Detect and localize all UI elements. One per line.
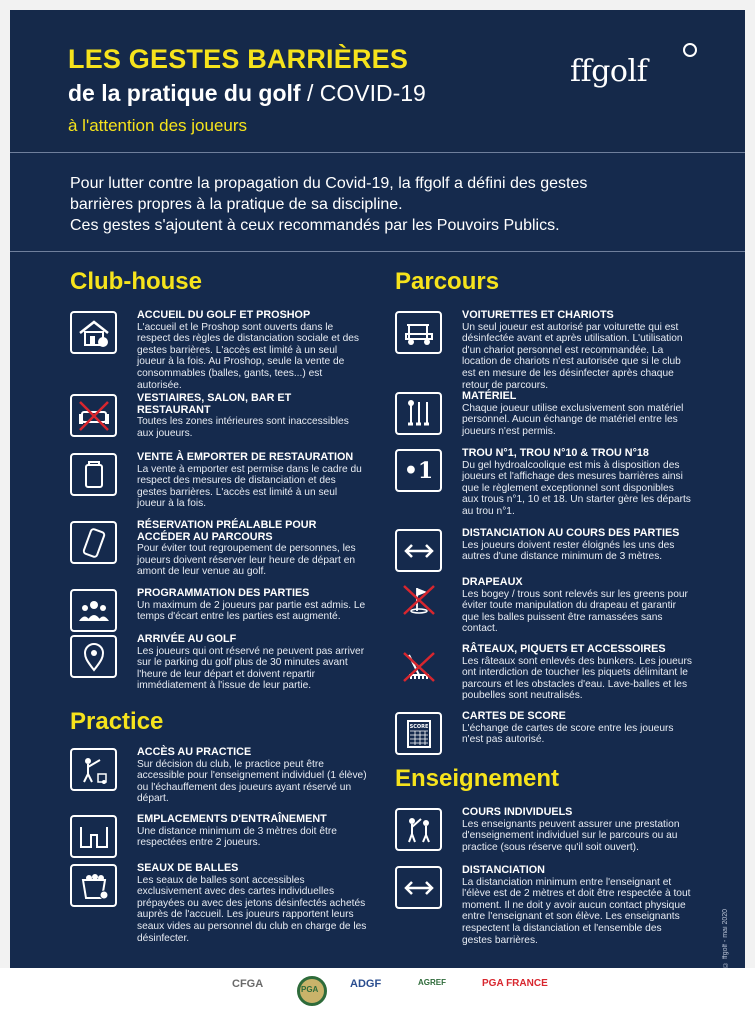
section-clubhouse: Club-house	[70, 268, 202, 295]
footer-logo-cfga: CFGA	[232, 978, 264, 990]
item-text: Toutes les zones intérieures sont inaccessibles aux joueurs.	[137, 416, 349, 439]
golf-clubs-icon	[395, 392, 442, 435]
footer-logo-adgf: ADGF	[350, 978, 382, 990]
item-title: CARTES DE SCORE	[462, 710, 566, 722]
audience-line: à l'attention des joueurs	[68, 116, 248, 135]
score-card-label: SCORE	[409, 723, 428, 730]
hole-number-icon: •1	[395, 449, 442, 492]
item-text: Les joueurs qui ont réservé ne peuvent pas arriver sur le parking du golf plus de 30 minutes avant l'heure de leur départ et doivent repartir immédiatement à l'issue de leur partie.	[137, 645, 365, 692]
group-people-icon	[70, 589, 117, 632]
ffgolf-logo: ffgolf	[570, 54, 648, 89]
intro-line-1: Pour lutter contre la propagation du Covid-19, la ffgolf a défini des gestes	[70, 175, 588, 192]
smartphone-icon	[70, 521, 117, 564]
item-text: La vente à emporter est permise dans le cadre du respect des mesures de distanciation et des gestes barrières. L'accès est limité à un seul joueur à la fois.	[137, 463, 362, 510]
subtitle-bold: de la pratique du golf	[68, 80, 301, 106]
item-title: RÂTEAUX, PIQUETS ET ACCESSOIRES	[462, 643, 666, 655]
double-arrow-icon	[395, 529, 442, 572]
golf-cart-icon	[395, 311, 442, 354]
item-title: RÉSERVATION PRÉALABLE POUR ACCÉDER AU PARCOURS	[137, 519, 317, 543]
item-title: DRAPEAUX	[462, 576, 523, 588]
item-text: Du gel hydroalcoolique est mis à disposition des joueurs et l'affichage des mesures barrières ainsi que le règlement exceptionnel sont disponibles aux trous n°1, 10 et 18. Un starter gère les départs au trou n°1.	[462, 459, 691, 517]
takeaway-bag-icon	[70, 453, 117, 496]
item-title: MATÉRIEL	[462, 390, 517, 402]
practice-bays-icon	[70, 815, 117, 858]
item-text: L'accueil et le Proshop sont ouverts dans le respect des règles de distanciation sociale et des gestes barrières. L'accès est limité à un seul joueur à la fois. Au Proshop, seule la vente de consommables (balles, gants, tees...) est autorisée.	[137, 321, 359, 391]
golfer-practice-icon	[70, 748, 117, 791]
item-text: Les enseignants peuvent assurer une prestation d'enseignement individuel sur le parcours ou au practice (sous réserve qu'il soit ouvert).	[462, 818, 680, 853]
rake-forbidden-icon	[395, 645, 442, 688]
intro-line-2: barrières propres à la pratique de sa discipline.	[70, 196, 403, 213]
double-arrow-icon	[395, 866, 442, 909]
intro-text	[70, 173, 710, 236]
footer-partners	[0, 968, 755, 1024]
footer-logo-agref: AGREF	[418, 978, 446, 987]
footer-logo-pga: PGA	[301, 985, 319, 994]
item-text: Un seul joueur est autorisé par voiturette qui est désinfectée avant et après utilisation. L'utilisation d'un chariot personnel est recommandée. La location de chariots n'est autorisée que si le club est en mesure de les désinfecter après chaque retour de parcours.	[462, 321, 683, 391]
item-text: Les bogey / trous sont relevés sur les greens pour éviter toute manipulation du drapeau et garantir que les balles puissent être ramassées sans contact.	[462, 588, 688, 635]
copyright-credit: © ffgolf - mai 2020	[722, 908, 729, 968]
subtitle	[68, 80, 426, 107]
ffgolf-logo-mark-icon	[683, 43, 697, 57]
section-enseignement: Enseignement	[395, 765, 560, 792]
item-text: L'échange de cartes de score entre les joueurs n'est pas autorisé.	[462, 722, 674, 746]
flag-forbidden-icon	[395, 578, 442, 621]
item-title: PROGRAMMATION DES PARTIES	[137, 587, 310, 599]
item-text: Les râteaux sont enlevés des bunkers. Les joueurs ont interdiction de toucher les piquets délimitant le parcours et les obstacles d'eau. Lave-balles et les poubelles sont neutralisés.	[462, 655, 692, 702]
section-parcours: Parcours	[395, 268, 500, 295]
divider-top	[10, 152, 745, 153]
footer-logo-pga-france: PGA FRANCE	[482, 978, 548, 989]
item-title: COURS INDIVIDUELS	[462, 806, 573, 818]
item-title: ARRIVÉE AU GOLF	[137, 633, 237, 645]
item-text: Chaque joueur utilise exclusivement son matériel personnel. Aucun échange de matériel entre les joueurs n'est permis.	[462, 402, 684, 437]
item-text: Une distance minimum de 3 mètres doit être respectées entre 2 joueurs.	[137, 825, 337, 849]
item-title: VOITURETTES ET CHARIOTS	[462, 309, 614, 321]
item-title: DISTANCIATION AU COURS DES PARTIES	[462, 527, 680, 539]
item-title: VESTIAIRES, SALON, BAR ET RESTAURANT	[137, 392, 292, 416]
house-icon	[70, 311, 117, 354]
header	[10, 10, 745, 152]
intro-line-3: Ces gestes s'ajoutent à ceux recommandés par les Pouvoirs Publics.	[70, 217, 560, 234]
item-title: ACCÈS AU PRACTICE	[137, 746, 252, 758]
section-practice: Practice	[70, 708, 164, 735]
ball-bucket-icon	[70, 864, 117, 907]
item-text: Les joueurs doivent rester éloignés les uns des autres d'une distance minimum de 3 mètres.	[462, 539, 675, 563]
item-text: Les seaux de balles sont accessibles exclusivement avec des cartes individuelles prépayées ou avec des jetons désinfectés achetés auprès de l'accueil. Les joueurs rapportent leurs seaux vides au personnel du club en charge de les désinfecter.	[137, 874, 367, 944]
sofa-forbidden-icon	[70, 394, 117, 437]
item-text: La distanciation minimum entre l'enseignant et l'élève est de 2 mètres et doit être respectée à tout moment. Il ne doit y avoir aucun contact physique entre l'enseignant et son élève. Les enseignants respectent la distanciation et l'ensemble des gestes barrières.	[462, 876, 691, 946]
item-text: Sur décision du club, le practice peut être accessible pour l'enseignement individuel (1 élève) ou l'échauffement des joueurs ayant réservé un départ.	[137, 758, 367, 805]
item-title: SEAUX DE BALLES	[137, 862, 239, 874]
item-text: Un maximum de 2 joueurs par partie est admis. Le temps d'écart entre les parties est augmenté.	[137, 599, 366, 623]
main-title: LES GESTES BARRIÈRES	[68, 44, 409, 74]
item-text: Pour éviter tout regroupement de personnes, les joueurs doivent réserver leur heure de départ en amont de leur venue au golf.	[137, 543, 356, 578]
item-title: EMPLACEMENTS D'ENTRAÎNEMENT	[137, 813, 327, 825]
item-title: DISTANCIATION	[462, 864, 545, 876]
score-card-icon	[395, 712, 442, 755]
divider-intro	[10, 251, 745, 252]
item-title: VENTE À EMPORTER DE RESTAURATION	[137, 451, 354, 463]
poster	[10, 10, 745, 968]
item-title: TROU N°1, TROU N°10 & TROU N°18	[462, 447, 649, 459]
location-pin-icon	[70, 635, 117, 678]
teacher-student-icon	[395, 808, 442, 851]
subtitle-covid: / COVID-19	[300, 80, 426, 106]
item-title: ACCUEIL DU GOLF ET PROSHOP	[137, 309, 311, 321]
